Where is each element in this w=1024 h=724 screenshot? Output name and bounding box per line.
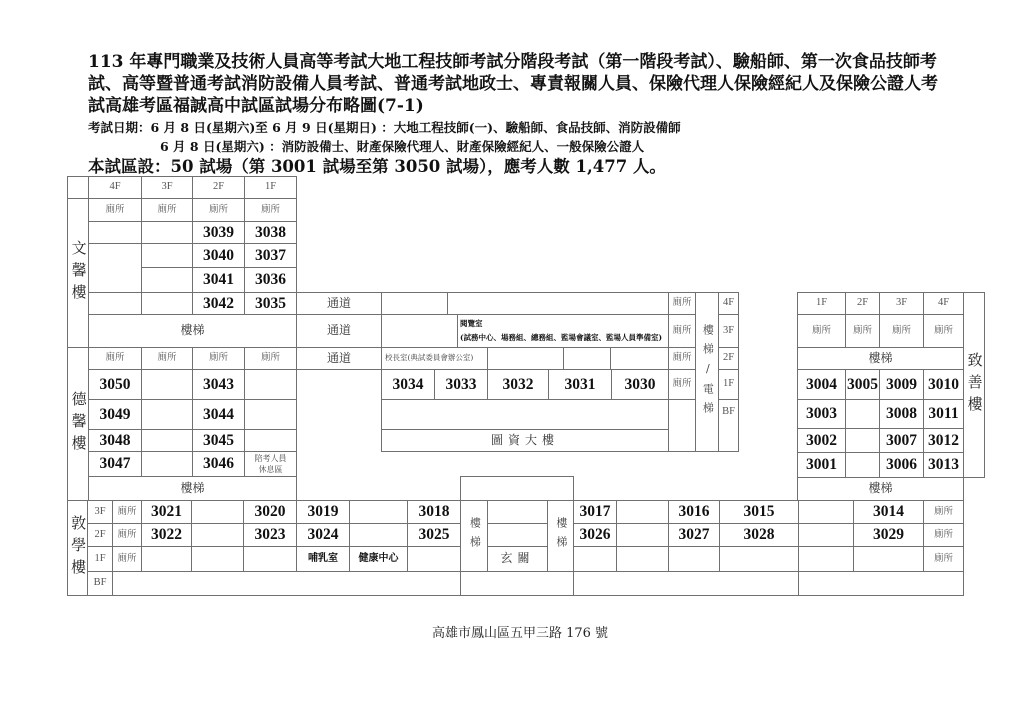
empty-cell	[141, 546, 192, 572]
empty-cell	[616, 546, 669, 572]
exam-room: 3047	[88, 451, 142, 477]
floor-label-bf: BF	[87, 571, 113, 596]
empty-cell	[487, 500, 548, 524]
restroom-cell: 廁所	[112, 500, 142, 524]
empty-cell	[447, 292, 669, 315]
stairs-cell: 樓梯	[797, 477, 964, 501]
exam-room: 3048	[88, 429, 142, 452]
restroom-cell: 廁所	[923, 500, 964, 524]
stairs-label: 樓梯	[468, 517, 482, 555]
basement-cell	[573, 571, 799, 596]
basement-cell	[798, 571, 964, 596]
exam-room: 3006	[879, 452, 924, 478]
empty-cell	[616, 523, 669, 547]
exam-room: 3023	[243, 523, 297, 547]
exam-room: 3018	[407, 500, 461, 524]
title-line-1: 113 年專門職業及技術人員高等考試大地工程技師考試分階段考試（第一階段考試）、驗船師、第一次食品技師考	[88, 52, 937, 72]
exam-room: 3011	[923, 399, 964, 429]
entrance-cell: 玄關	[487, 546, 548, 572]
floor-header-4f: 4F	[923, 292, 964, 315]
library-name-cell: 圖資大樓	[381, 429, 669, 452]
empty-cell	[407, 546, 461, 572]
stairs-cell	[460, 500, 488, 572]
restroom-cell: 廁所	[797, 314, 846, 348]
restroom-cell: 廁所	[244, 347, 297, 370]
title-line-2: 試、高等暨普通考試消防設備人員考試、普通考試地政士、專責報關人員、保險代理人保險經紀人及保險公證人考	[88, 74, 938, 94]
empty-cell	[349, 500, 408, 524]
empty-cell	[610, 347, 669, 370]
empty-cell	[845, 428, 880, 453]
restroom-cell: 廁所	[141, 347, 193, 370]
exam-room: 3044	[192, 399, 245, 430]
empty-cell	[798, 546, 854, 572]
restroom-cell: 廁所	[244, 198, 297, 222]
empty-cell	[141, 267, 193, 293]
restroom-cell: 廁所	[668, 347, 696, 370]
floor-label-bf: BF	[718, 399, 739, 452]
entrance-porch	[460, 476, 574, 501]
floor-header-4f: 4F	[88, 176, 142, 199]
empty-cell	[487, 523, 548, 547]
exam-room: 3045	[192, 429, 245, 452]
exam-room: 3013	[923, 452, 964, 478]
floor-header-3f: 3F	[879, 292, 924, 315]
basement-cell	[112, 571, 461, 596]
exam-room: 3016	[668, 500, 720, 524]
corridor-cell: 通道	[296, 292, 382, 315]
exam-date-line-2: 6 月 8 日(星期六) ：消防設備士、財產保險代理人、財產保險經紀人、一般保險公證人	[160, 139, 645, 154]
exam-room: 3031	[548, 369, 612, 400]
building-name: 致善樓	[965, 352, 984, 418]
building-label-dexin	[67, 347, 89, 501]
exam-room: 3033	[434, 369, 488, 400]
empty-cell	[243, 546, 297, 572]
building-label-dunxue	[67, 500, 88, 596]
floor-label-1f: 1F	[718, 369, 739, 400]
restroom-cell: 廁所	[668, 292, 696, 315]
exam-room: 3039	[192, 221, 245, 244]
exam-room: 3004	[797, 369, 846, 400]
restroom-cell: 廁所	[112, 523, 142, 547]
restroom-cell: 廁所	[192, 198, 245, 222]
restroom-cell: 廁所	[923, 546, 964, 572]
empty-cell	[845, 399, 880, 429]
exam-room: 3040	[192, 243, 245, 268]
empty-cell	[88, 243, 142, 293]
exam-room: 3035	[244, 292, 297, 315]
restroom-cell: 廁所	[879, 314, 924, 348]
floor-label-4f: 4F	[718, 292, 739, 315]
empty-cell	[853, 546, 924, 572]
restroom-cell: 廁所	[668, 314, 696, 348]
address: 高雄市鳳山區五甲三路 176 號	[431, 626, 609, 641]
basement-cell	[460, 571, 574, 596]
empty-cell	[141, 451, 193, 477]
exam-room: 3022	[141, 523, 192, 547]
empty-cell	[381, 292, 448, 315]
exam-room: 3041	[192, 267, 245, 293]
restroom-cell: 廁所	[845, 314, 880, 348]
exam-room: 3034	[381, 369, 435, 400]
exam-room: 3036	[244, 267, 297, 293]
exam-room: 3005	[845, 369, 880, 400]
stairs-cell	[547, 500, 574, 572]
exam-room: 3038	[244, 221, 297, 244]
exam-room: 3024	[296, 523, 350, 547]
stairs-elevator-label: 樓梯/電梯	[701, 323, 715, 421]
principal-office-cell: 校長室(典試委員會辦公室)	[381, 347, 488, 370]
building-label-wenxin	[67, 198, 89, 348]
building-name: 德馨樓	[69, 391, 88, 457]
restroom-cell: 廁所	[668, 369, 696, 400]
empty-cell	[668, 546, 720, 572]
empty-cell	[141, 369, 193, 400]
stairs-cell: 樓梯	[88, 314, 297, 348]
empty-cell	[845, 452, 880, 478]
exam-date-line-1: 考試日期：6 月 8 日(星期六)至 6 月 9 日(星期日) ：大地工程技師(一)、驗船師、食品技師、消防設備師	[88, 120, 681, 135]
empty-cell	[191, 546, 244, 572]
empty-cell	[88, 221, 142, 244]
restroom-cell: 廁所	[192, 347, 245, 370]
exam-room: 3001	[797, 452, 846, 478]
restroom-cell: 廁所	[923, 523, 964, 547]
empty-cell	[573, 546, 617, 572]
empty-cell	[191, 523, 244, 547]
floor-label-2f: 2F	[87, 523, 113, 547]
reading-room-subtitle: (試務中心、場務組、總務組、監場會議室、監場人員準備室)	[460, 333, 663, 342]
health-center-cell: 健康中心	[349, 546, 408, 572]
exam-room: 3028	[719, 523, 799, 547]
exam-room: 3017	[573, 500, 617, 524]
exam-room: 3019	[296, 500, 350, 524]
exam-room: 3046	[192, 451, 245, 477]
building-name: 文馨樓	[69, 240, 88, 306]
floor-label-3f: 3F	[87, 500, 113, 524]
floor-header-3f: 3F	[141, 176, 193, 199]
empty-cell	[381, 314, 458, 348]
exam-room: 3042	[192, 292, 245, 315]
stairs-elevator-cell	[695, 292, 719, 452]
restroom-cell: 廁所	[88, 198, 142, 222]
exam-room: 3050	[88, 369, 142, 400]
restroom-cell: 廁所	[923, 314, 964, 348]
reading-room-cell	[457, 314, 669, 348]
exam-room: 3029	[853, 523, 924, 547]
empty-cell	[244, 399, 297, 430]
empty-cell	[244, 369, 297, 400]
exam-room: 3030	[611, 369, 669, 400]
floor-label-3f: 3F	[718, 314, 739, 348]
reading-room-title: 閱覽室	[460, 319, 483, 328]
empty-cell	[349, 523, 408, 547]
floor-header-2f: 2F	[845, 292, 880, 315]
empty-cell	[798, 500, 854, 524]
floor-header-1f: 1F	[244, 176, 297, 199]
waiting-area-label: 陪考人員休息區	[254, 454, 287, 474]
nursing-room-cell: 哺乳室	[296, 546, 350, 572]
stairs-cell: 樓梯	[88, 476, 297, 501]
building-label-zhishan	[963, 292, 985, 478]
exam-room: 3037	[244, 243, 297, 268]
empty-cell	[487, 347, 564, 370]
corridor-cell: 通道	[296, 347, 382, 370]
empty-cell	[381, 399, 669, 430]
exam-room: 3003	[797, 399, 846, 429]
floor-header-2f: 2F	[192, 176, 245, 199]
empty-cell	[88, 292, 142, 315]
exam-room: 3009	[879, 369, 924, 400]
exam-room: 3015	[719, 500, 799, 524]
stairs-cell: 樓梯	[797, 347, 964, 370]
exam-room: 3008	[879, 399, 924, 429]
empty-cell	[668, 399, 696, 452]
exam-room: 3010	[923, 369, 964, 400]
empty-cell	[141, 243, 193, 268]
restroom-cell: 廁所	[88, 347, 142, 370]
exam-room: 3025	[407, 523, 461, 547]
empty-cell	[141, 399, 193, 430]
stairs-label: 樓梯	[554, 517, 568, 555]
exam-room: 3026	[573, 523, 617, 547]
building-name: 敦學樓	[69, 515, 88, 581]
exam-room: 3012	[923, 428, 964, 453]
restroom-cell: 廁所	[112, 546, 142, 572]
corner-cell	[67, 176, 89, 199]
empty-cell	[563, 347, 611, 370]
waiting-area-cell	[244, 451, 297, 477]
empty-cell	[244, 429, 297, 452]
empty-cell	[141, 221, 193, 244]
empty-cell	[141, 429, 193, 452]
empty-cell	[191, 500, 244, 524]
empty-cell	[798, 523, 854, 547]
exam-room: 3032	[487, 369, 549, 400]
floor-header-1f: 1F	[797, 292, 846, 315]
floor-label-1f: 1F	[87, 546, 113, 572]
exam-room: 3014	[853, 500, 924, 524]
empty-cell	[141, 292, 193, 315]
exam-room: 3049	[88, 399, 142, 430]
exam-room: 3027	[668, 523, 720, 547]
empty-cell	[719, 546, 799, 572]
floor-label-2f: 2F	[718, 347, 739, 370]
title-line-3: 試高雄考區福誠高中試區試場分布略圖(7-1)	[88, 96, 424, 116]
empty-cell	[616, 500, 669, 524]
restroom-cell: 廁所	[141, 198, 193, 222]
summary-line: 本試區設：50 試場（第 3001 試場至第 3050 試場），應考人數 1,477 人。	[88, 157, 666, 176]
corridor-cell: 通道	[296, 314, 382, 348]
exam-room: 3002	[797, 428, 846, 453]
exam-room: 3021	[141, 500, 192, 524]
exam-room: 3020	[243, 500, 297, 524]
exam-room: 3043	[192, 369, 245, 400]
exam-room: 3007	[879, 428, 924, 453]
